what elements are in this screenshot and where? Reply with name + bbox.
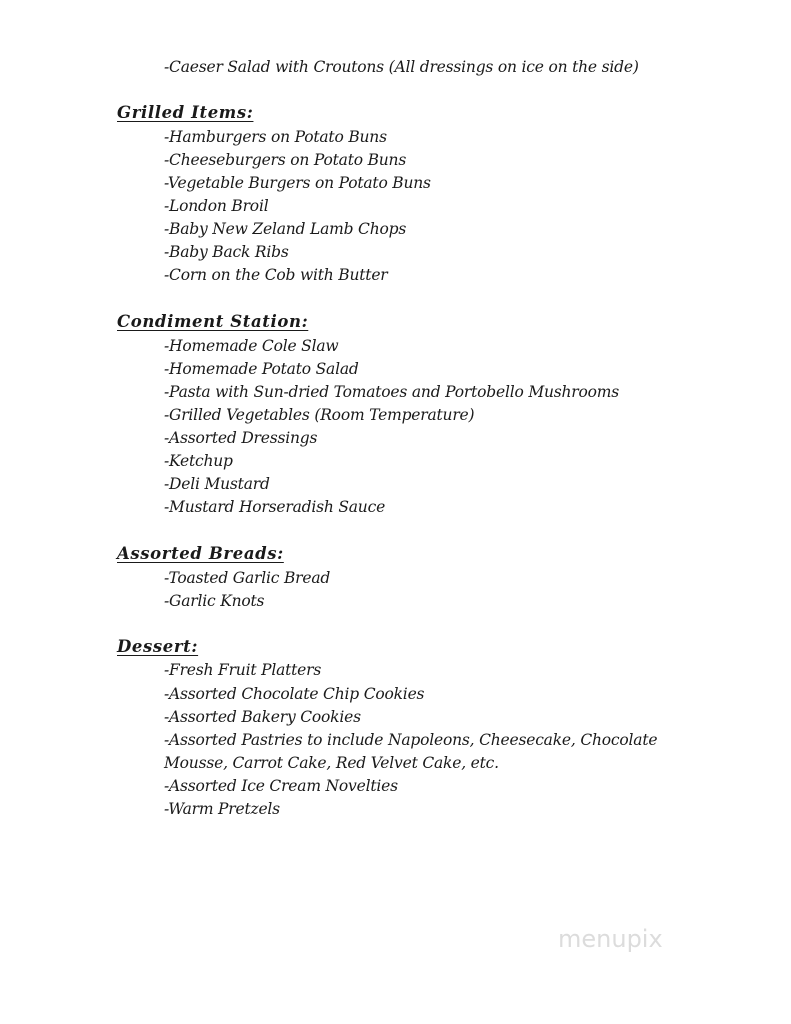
list-item: -Warm Pretzels xyxy=(164,800,280,818)
list-item: -Assorted Chocolate Chip Cookies xyxy=(164,685,425,703)
list-item: -Homemade Cole Slaw xyxy=(164,337,339,355)
list-item: -Homemade Potato Salad xyxy=(164,360,359,378)
list-item: -Pasta with Sun-dried Tomatoes and Portobello Mushrooms xyxy=(164,383,620,401)
condiment-station-heading: Condiment Station: xyxy=(117,312,309,331)
list-item: -Assorted Dressings xyxy=(164,429,318,447)
list-item: -Vegetable Burgers on Potato Buns xyxy=(164,174,431,192)
list-item: -Mustard Horseradish Sauce xyxy=(164,498,386,516)
list-item: -Baby Back Ribs xyxy=(164,243,289,261)
list-item: -Deli Mustard xyxy=(164,475,270,493)
dessert-heading: Dessert: xyxy=(117,637,199,656)
list-item: -Grilled Vegetables (Room Temperature) xyxy=(164,406,475,424)
list-item: -Toasted Garlic Bread xyxy=(164,569,331,587)
list-item: -Assorted Pastries to include Napoleons, Cheesecake, Chocolate xyxy=(164,731,658,749)
list-item-continuation: Mousse, Carrot Cake, Red Velvet Cake, etc. xyxy=(164,754,499,772)
menupix-watermark: menupix xyxy=(558,925,663,953)
list-item: -Garlic Knots xyxy=(164,592,265,610)
list-item: -Cheeseburgers on Potato Buns xyxy=(164,151,407,169)
list-item: -Corn on the Cob with Butter xyxy=(164,266,388,284)
grilled-items-heading: Grilled Items: xyxy=(117,103,254,122)
list-item: -Fresh Fruit Platters xyxy=(164,661,322,679)
list-item: -Hamburgers on Potato Buns xyxy=(164,128,387,146)
list-item: -Assorted Ice Cream Novelties xyxy=(164,777,398,795)
list-item: -Assorted Bakery Cookies xyxy=(164,708,361,726)
assorted-breads-heading: Assorted Breads: xyxy=(117,544,284,563)
list-item: -London Broil xyxy=(164,197,269,215)
list-item: -Ketchup xyxy=(164,452,233,470)
list-item: -Baby New Zeland Lamb Chops xyxy=(164,220,407,238)
caesar-salad-item: -Caeser Salad with Croutons (All dressings on ice on the side) xyxy=(164,58,639,76)
